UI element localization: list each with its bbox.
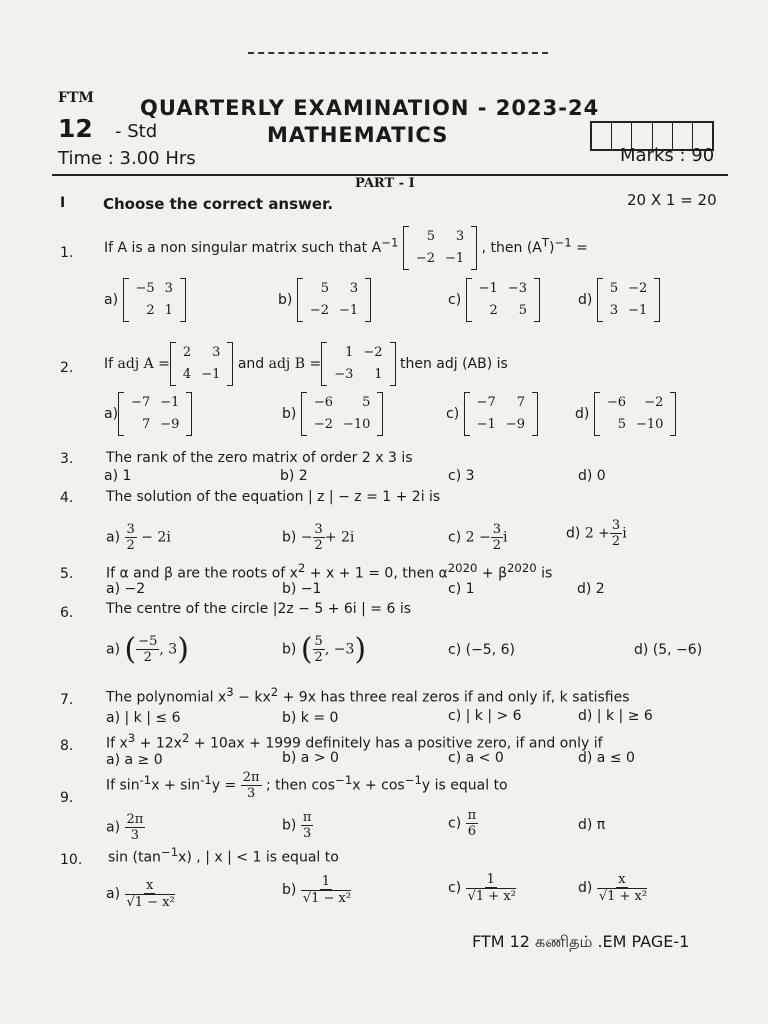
q7-number: 7. <box>60 692 74 708</box>
section-number: I <box>60 195 66 211</box>
matrix-cell: 2 <box>489 303 498 318</box>
q10-option-d[interactable]: d) $\frac{x}{\text{√1 + x²}}$ <box>578 872 648 904</box>
matrix <box>301 392 384 436</box>
matrix-cell: 5 <box>320 281 329 296</box>
q1-number: 1. <box>60 245 74 261</box>
matrix-cell: −10 <box>342 417 371 432</box>
ftm-label: FTM <box>58 90 94 106</box>
std-number: 12 <box>58 114 93 143</box>
matrix-cell: 3 <box>164 281 173 296</box>
q3-number: 3. <box>60 451 74 467</box>
matrix-cell: −1 <box>201 367 221 382</box>
matrix-cell: 5 <box>426 229 435 244</box>
time-duration: Time : 3.00 Hrs <box>58 148 196 169</box>
q4-option-c[interactable]: c) 2 − $\frac{3}{2}$ i <box>448 522 508 553</box>
matrix-cell: 1 <box>345 345 354 360</box>
q3-option-c[interactable]: c) 3 <box>448 468 475 484</box>
q7-stem: The polynomial $x^3 - kx^2 + 9x$ has three real zeros if and only if, k satisfies <box>106 685 630 706</box>
matrix-cell: −6 <box>313 395 333 410</box>
matrix-cell: −9 <box>160 417 180 432</box>
q5-stem: If α and β are the roots of $x^2 + x + 1 = 0$, then $\alpha^{2020} + \beta^{2020}$ is <box>106 561 553 582</box>
matrix-cell: −1 <box>478 281 498 296</box>
matrix-cell: 7 <box>141 417 151 432</box>
q2-option-b[interactable]: b) −6 5 −2 −10 <box>282 392 383 436</box>
matrix-cell: −1 <box>445 251 465 266</box>
q9-option-d[interactable]: d) π <box>578 817 606 833</box>
q3-option-a[interactable]: a) 1 <box>104 468 132 484</box>
q1-option-c[interactable]: c) −1 −3 2 5 <box>448 278 540 322</box>
page-footer: FTM 12 கணிதம் .EM PAGE-1 <box>472 932 690 951</box>
q6-number: 6. <box>60 605 74 621</box>
matrix-cell: 7 <box>516 395 525 410</box>
q7-option-b[interactable]: b) k = 0 <box>282 710 339 726</box>
q9-option-b[interactable]: b) $\frac{\pi}{3}$ <box>282 810 312 841</box>
q6-option-d[interactable]: d) (5, −6) <box>634 642 703 658</box>
q7-option-c[interactable]: c) | k | > 6 <box>448 708 522 724</box>
matrix-cell: 5 <box>518 303 527 318</box>
matrix <box>466 278 540 322</box>
q6-stem: The centre of the circle |2z − 5 + 6i | = 6 is <box>106 601 412 617</box>
part-heading: PART - I <box>355 176 415 191</box>
q3-option-b[interactable]: b) 2 <box>280 468 308 484</box>
matrix-cell: 4 <box>182 367 192 382</box>
matrix-cell: 2 <box>146 303 155 318</box>
q1-matrix <box>403 226 477 270</box>
q1-stem: If A is a non singular matrix such that $A^{-1}$ 5 3 −2 −1 , then $(A^T)^{-1}$ = <box>104 226 588 270</box>
q1-option-d[interactable]: d) 5 −2 3 −1 <box>578 278 660 322</box>
q9-option-c[interactable]: c) $\frac{\pi}{6}$ <box>448 808 477 839</box>
q9-option-a[interactable]: a) $\frac{2\pi}{3}$ <box>106 812 144 843</box>
matrix <box>597 278 660 322</box>
exam-title: QUARTERLY EXAMINATION - 2023-24 <box>140 96 600 120</box>
q10-option-c[interactable]: c) $\frac{1}{\text{√1 + x²}}$ <box>448 872 516 904</box>
q2-stem: If adj A = 2 3 4 −1 and adj B = 1 −2 −3 1 then adj (AB) is <box>104 342 508 386</box>
q4-option-b[interactable]: b) − $\frac{3}{2}$ + 2i <box>282 522 355 553</box>
matrix-cell: −1 <box>338 303 359 318</box>
matrix-cell: −1 <box>476 417 496 432</box>
q1-option-b[interactable]: b) 5 3 −2 −1 <box>278 278 371 322</box>
matrix-cell: −2 <box>415 251 435 266</box>
q8-option-c[interactable]: c) a < 0 <box>448 750 504 766</box>
matrix-cell: −2 <box>628 281 648 296</box>
q4-option-d[interactable]: d) 2 + $\frac{3}{2}$ i <box>566 518 627 549</box>
matrix-cell: 1 <box>164 303 173 318</box>
matrix-cell: −1 <box>628 303 648 318</box>
matrix <box>297 278 371 322</box>
matrix-cell: −2 <box>313 417 333 432</box>
matrix <box>594 392 677 436</box>
matrix <box>321 342 395 386</box>
q10-option-a[interactable]: a) $\frac{x}{\text{√1 − x²}}$ <box>106 878 175 910</box>
q8-stem: If $x^3 + 12x^2 + 10ax + 1999$ definitely has a positive zero, if and only if <box>106 731 603 752</box>
matrix <box>464 392 538 436</box>
matrix-cell: −1 <box>160 395 180 410</box>
q5-option-c[interactable]: c) 1 <box>448 581 475 597</box>
q8-option-d[interactable]: d) a ≤ 0 <box>578 750 635 766</box>
matrix-cell: 2 <box>182 345 192 360</box>
section-marks: 20 X 1 = 20 <box>627 191 717 209</box>
matrix <box>123 278 186 322</box>
q9-stem: If $\sin^{-1}x + \sin^{-1}y$ = $\frac{2\pi}{3}$ ; then $\cos^{-1}x + \cos^{-1}y$ is equal to <box>106 770 508 801</box>
matrix-cell: −10 <box>635 417 664 432</box>
subject-title: MATHEMATICS <box>267 123 449 147</box>
q4-stem: The solution of the equation | z | − z = 1 + 2i is <box>106 489 441 505</box>
std-text: - Std <box>115 121 158 142</box>
matrix-cell: 5 <box>617 417 626 432</box>
q2-option-c[interactable]: c) −7 7 −1 −9 <box>446 392 538 436</box>
matrix-cell: 5 <box>609 281 619 296</box>
q2-option-a[interactable]: a) −7 −1 7 −9 <box>104 392 192 436</box>
q7-option-a[interactable]: a) | k | ≤ 6 <box>106 710 181 726</box>
matrix-cell: −2 <box>644 395 664 410</box>
q6-option-a[interactable]: a) ( $\frac{-5}{2}$ , 3) <box>106 632 189 667</box>
q8-number: 8. <box>60 738 74 754</box>
q10-stem: $\sin (\tan^{-1}x)$ , | x | < 1 is equal to <box>108 845 339 866</box>
q10-option-b[interactable]: b) $\frac{1}{\text{√1 − x²}}$ <box>282 874 352 906</box>
matrix-cell: −5 <box>135 281 155 296</box>
q5-option-a[interactable]: a) −2 <box>106 581 146 597</box>
matrix-cell: −6 <box>606 395 626 410</box>
q5-option-d[interactable]: d) 2 <box>577 581 605 597</box>
matrix-cell: −7 <box>131 395 151 410</box>
q5-option-b[interactable]: b) −1 <box>282 581 322 597</box>
q7-option-d[interactable]: d) | k | ≥ 6 <box>578 708 653 724</box>
q8-option-a[interactable]: a) a ≥ 0 <box>106 752 163 768</box>
matrix-cell: −2 <box>363 345 383 360</box>
matrix-cell: 3 <box>609 303 619 318</box>
q4-number: 4. <box>60 490 74 506</box>
matrix-cell: 3 <box>349 281 359 296</box>
matrix-cell: 1 <box>374 367 383 382</box>
top-dashed-line <box>248 52 548 54</box>
matrix-cell: 5 <box>362 395 371 410</box>
q2-number: 2. <box>60 360 74 376</box>
q6-option-b[interactable]: b) ( $\frac{5}{2}$ , −3) <box>282 632 367 667</box>
matrix-cell: −3 <box>334 367 354 382</box>
matrix-cell: 3 <box>212 345 221 360</box>
section-instruction: Choose the correct answer. <box>103 195 334 213</box>
matrix <box>170 342 233 386</box>
matrix-cell: 3 <box>455 229 465 244</box>
matrix-cell: −7 <box>476 395 496 410</box>
q4-option-a[interactable]: a) $\frac{3}{2}$ − 2i <box>106 522 171 553</box>
q2-option-d[interactable]: d) −6 −2 5 −10 <box>575 392 676 436</box>
q3-stem: The rank of the zero matrix of order 2 x 3 is <box>106 450 413 466</box>
q8-option-b[interactable]: b) a > 0 <box>282 750 339 766</box>
matrix-cell: −9 <box>505 417 525 432</box>
q10-number: 10. <box>60 852 83 868</box>
q1-option-a[interactable]: a) −5 3 2 1 <box>104 278 186 322</box>
q5-number: 5. <box>60 566 74 582</box>
matrix <box>118 392 192 436</box>
q9-number: 9. <box>60 790 74 806</box>
matrix-cell: −3 <box>507 281 527 296</box>
matrix-cell: −2 <box>309 303 329 318</box>
q3-option-d[interactable]: d) 0 <box>578 468 606 484</box>
q6-option-c[interactable]: c) (−5, 6) <box>448 642 515 658</box>
total-marks: Marks : 90 <box>620 145 715 166</box>
